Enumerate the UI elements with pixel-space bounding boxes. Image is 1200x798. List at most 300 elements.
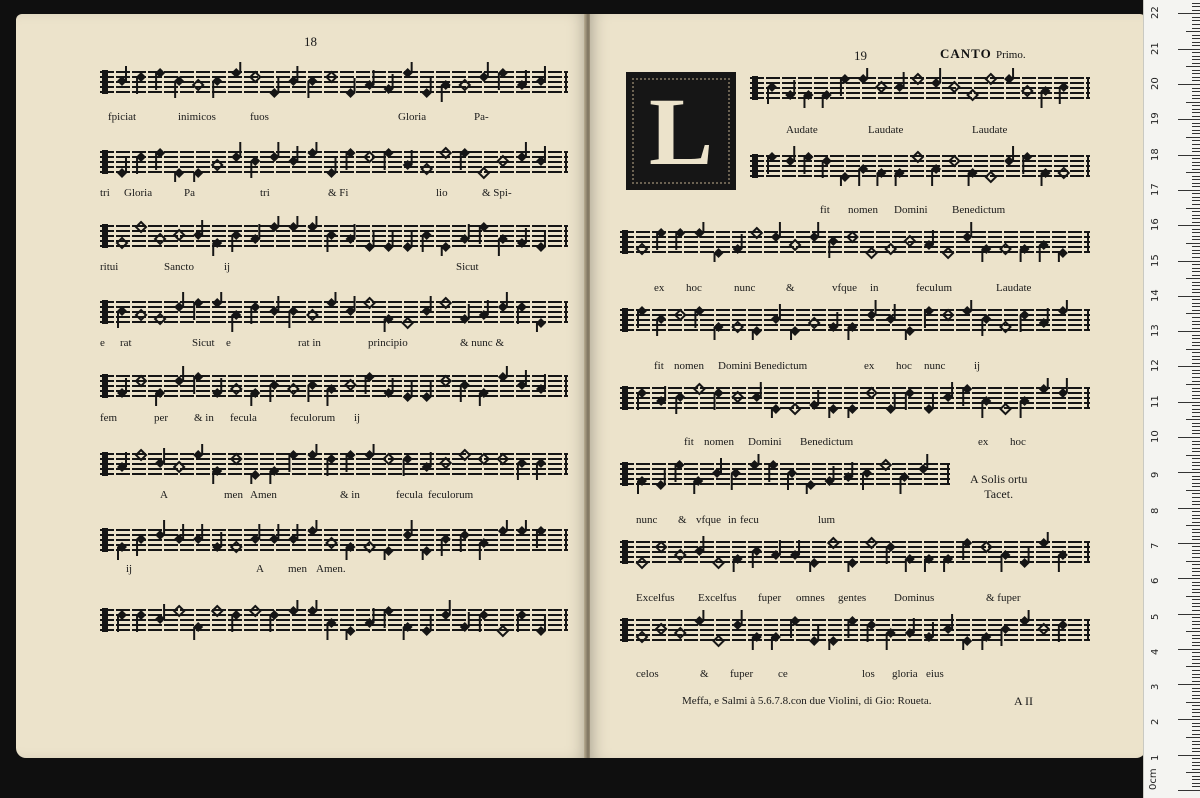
ruler-tick [1192, 395, 1200, 396]
left-lyric-7-1: ij [126, 563, 133, 575]
ruler-tick [1192, 674, 1200, 675]
right-staff-6 [620, 454, 950, 494]
ruler-tick [1192, 568, 1200, 569]
tacet-title: A Solis ortu [970, 472, 1028, 486]
ruler-tick [1186, 102, 1200, 103]
left-lyric-1-5: Pa- [474, 111, 489, 123]
ruler-tick [1192, 250, 1200, 251]
ruler-tick [1192, 412, 1200, 413]
right-lyric-4-3: Domini [718, 360, 752, 372]
right-lyric-1-2: Laudate [868, 124, 904, 136]
right-lyric-7-7: & fuper [986, 592, 1021, 604]
left-lyric-4-7: & nunc & [460, 337, 504, 349]
ruler-tick [1178, 790, 1200, 791]
ruler-tick [1192, 377, 1200, 378]
ruler-tick [1192, 645, 1200, 646]
ruler-tick [1192, 493, 1200, 494]
ruler-tick [1178, 472, 1200, 473]
right-lyric-8-5: los [862, 668, 875, 680]
ruler-tick [1192, 776, 1200, 777]
right-lyric-5-3: Domini [748, 436, 782, 448]
ruler-tick [1178, 190, 1200, 191]
ruler-tick [1192, 575, 1200, 576]
ruler-tick [1192, 197, 1200, 198]
ruler-tick [1192, 169, 1200, 170]
ruler-tick [1192, 786, 1200, 787]
ruler-tick [1192, 239, 1200, 240]
right-lyric-6-4: in [728, 514, 737, 526]
ruler-tick [1192, 63, 1200, 64]
ruler-tick [1192, 246, 1200, 247]
ruler-tick [1192, 17, 1200, 18]
ruler-tick [1186, 737, 1200, 738]
ruler-tick [1192, 539, 1200, 540]
left-lyric-1-2: inimicos [178, 111, 216, 123]
ruler-tick [1192, 426, 1200, 427]
right-lyric-6-5: fecu [740, 514, 759, 526]
ruler-tick [1178, 49, 1200, 50]
ruler-tick [1192, 130, 1200, 131]
ruler-tick [1192, 550, 1200, 551]
right-lyric-4-5: ex [864, 360, 875, 372]
right-staff-4 [620, 300, 1090, 340]
ruler-tick [1192, 335, 1200, 336]
ruler-tick [1192, 222, 1200, 223]
ruler-tick [1192, 264, 1200, 265]
ruler-tick [1192, 712, 1200, 713]
ruler-number-17: 17 [1150, 183, 1161, 196]
right-lyric-5-6: hoc [1010, 436, 1026, 448]
ruler-tick [1192, 398, 1200, 399]
ruler-tick [1192, 158, 1200, 159]
ruler-tick [1192, 268, 1200, 269]
right-staff-7 [620, 532, 1090, 572]
ruler-tick [1192, 148, 1200, 149]
ruler-tick [1192, 282, 1200, 283]
ruler-tick [1192, 91, 1200, 92]
right-lyric-7-1: Excelfus [636, 592, 675, 604]
ruler-tick [1192, 762, 1200, 763]
ruler-tick [1192, 504, 1200, 505]
right-lyric-4-4: Benedictum [754, 360, 808, 372]
left-lyric-4-1: e [100, 337, 105, 349]
ruler-tick [1192, 52, 1200, 53]
ruler-tick [1192, 486, 1200, 487]
ruler-tick [1192, 681, 1200, 682]
ruler-tick [1192, 342, 1200, 343]
ruler-number-22: 22 [1150, 6, 1161, 20]
right-lyric-3-6: in [870, 282, 879, 294]
ruler-tick [1192, 430, 1200, 431]
ruler-tick [1186, 313, 1200, 314]
ruler-number-15: 15 [1150, 253, 1161, 267]
ruler-tick [1186, 208, 1200, 209]
left-lyric-6-5: fecula [396, 489, 423, 501]
ruler-tick [1192, 123, 1200, 124]
ruler-tick [1178, 261, 1200, 262]
ruler-tick [1192, 638, 1200, 639]
ruler-number-19: 19 [1150, 112, 1161, 126]
ruler-tick [1192, 617, 1200, 618]
ruler-tick [1192, 98, 1200, 99]
left-lyric-1-1: fpiciat [108, 111, 137, 123]
ruler-tick [1192, 77, 1200, 78]
ruler-tick [1178, 13, 1200, 14]
ruler-unit-label: 0cm [1148, 768, 1159, 790]
ruler-tick [1192, 359, 1200, 360]
ruler-tick [1192, 603, 1200, 604]
left-lyric-2-6: lio [436, 187, 448, 199]
ruler-tick [1186, 384, 1200, 385]
ruler-tick [1192, 501, 1200, 502]
ruler-tick [1178, 649, 1200, 650]
ruler-tick [1178, 331, 1200, 332]
left-page-number: 18 [304, 34, 317, 49]
left-lyric-7-2: A [256, 563, 264, 575]
ruler-tick [1192, 292, 1200, 293]
ruler-tick [1178, 225, 1200, 226]
ruler-tick [1192, 433, 1200, 434]
right-lyric-3-7: feculum [916, 282, 953, 294]
right-lyric-8-2: & [700, 668, 709, 680]
ruler-tick [1192, 140, 1200, 141]
left-staff-1 [100, 62, 568, 102]
left-lyric-4-5: rat in [298, 337, 321, 349]
ruler-tick [1192, 317, 1200, 318]
left-staff-3 [100, 216, 568, 256]
publication-footer: Meffa, e Salmi à 5.6.7.8.con due Violini, di Gio: Roueta. [682, 695, 932, 707]
ruler-tick [1192, 310, 1200, 311]
right-lyric-2-1: fit [820, 204, 830, 216]
right-lyric-3-8: Laudate [996, 282, 1032, 294]
voice-part-sub: Primo. [995, 49, 1026, 61]
right-staff-2 [750, 146, 1090, 186]
left-lyric-3-1: ritui [100, 261, 119, 273]
ruler-tick [1192, 730, 1200, 731]
ruler-number-6: 6 [1150, 577, 1161, 585]
ruler-tick [1192, 363, 1200, 364]
ruler-tick [1192, 582, 1200, 583]
right-lyric-8-4: ce [778, 668, 788, 680]
ruler-number-10: 10 [1150, 430, 1161, 443]
ruler-tick [1186, 561, 1200, 562]
left-lyric-4-6: principio [368, 337, 408, 349]
ruler-tick [1192, 441, 1200, 442]
ruler-tick [1192, 515, 1200, 516]
ruler-tick [1192, 352, 1200, 353]
ruler-tick [1192, 741, 1200, 742]
ruler-tick [1192, 162, 1200, 163]
ruler-tick [1192, 476, 1200, 477]
ruler-tick [1192, 479, 1200, 480]
left-staff-6 [100, 444, 568, 484]
ruler-number-13: 13 [1150, 324, 1161, 338]
right-staff-3 [620, 222, 1090, 262]
ruler-tick [1192, 338, 1200, 339]
right-lyric-7-5: gentes [838, 592, 867, 604]
left-lyric-2-4: tri [260, 187, 270, 199]
ruler-tick [1192, 532, 1200, 533]
ruler-number-8: 8 [1150, 507, 1161, 514]
left-lyric-3-4: Sicut [456, 261, 479, 273]
ruler-tick [1192, 751, 1200, 752]
ruler-tick [1192, 176, 1200, 177]
tacet-note [970, 472, 1027, 502]
ruler-tick [1192, 716, 1200, 717]
open-book [12, 14, 1142, 774]
ruler-tick [1186, 172, 1200, 173]
ruler-tick [1192, 416, 1200, 417]
ruler-tick [1192, 698, 1200, 699]
ruler-number-7: 7 [1150, 542, 1161, 549]
right-page [590, 14, 1146, 758]
ruler-tick [1192, 45, 1200, 46]
ruler-tick [1178, 755, 1200, 756]
ruler-tick [1192, 289, 1200, 290]
tacet-label: Tacet. [984, 487, 1014, 501]
ruler-tick [1186, 137, 1200, 138]
left-lyric-6-4: & in [340, 489, 360, 501]
left-lyric-2-5: & Fi [328, 187, 349, 199]
right-lyric-7-4: omnes [796, 592, 825, 604]
ruler-tick [1192, 783, 1200, 784]
ruler-tick [1192, 599, 1200, 600]
ruler-tick [1192, 126, 1200, 127]
right-lyric-8-1: celos [636, 668, 659, 680]
ruler-number-4: 4 [1150, 648, 1161, 655]
right-lyric-8-3: fuper [730, 668, 754, 680]
ruler-number-11: 11 [1150, 394, 1161, 408]
ruler-number-14: 14 [1150, 289, 1161, 302]
right-page-number: 19 [854, 48, 867, 63]
ruler-tick [1192, 275, 1200, 276]
left-staff-4 [100, 292, 568, 332]
ruler-tick [1178, 296, 1200, 297]
ruler-tick [1192, 253, 1200, 254]
ruler-tick [1192, 321, 1200, 322]
ruler-tick [1192, 133, 1200, 134]
ruler-tick [1192, 606, 1200, 607]
right-lyric-5-4: Benedictum [800, 436, 854, 448]
ruler-tick [1192, 10, 1200, 11]
ruler-tick [1192, 695, 1200, 696]
right-lyric-7-3: fuper [758, 592, 782, 604]
ruler-tick [1186, 349, 1200, 350]
right-lyric-5-1: fit [684, 436, 694, 448]
ruler-tick [1192, 610, 1200, 611]
ruler-tick [1192, 723, 1200, 724]
ruler-tick [1186, 31, 1200, 32]
ruler-tick [1186, 702, 1200, 703]
right-lyric-1-1: Audate [786, 124, 818, 136]
ruler-tick [1192, 151, 1200, 152]
ruler-tick [1186, 490, 1200, 491]
ruler-tick [1192, 726, 1200, 727]
ruler-tick [1178, 119, 1200, 120]
ruler-tick [1192, 624, 1200, 625]
ruler-number-20: 20 [1150, 77, 1161, 90]
ruler-tick [1192, 109, 1200, 110]
right-lyric-6-6: lum [818, 514, 836, 526]
left-lyric-5-1: fem [100, 412, 118, 424]
ruler-tick [1192, 571, 1200, 572]
left-lyric-5-4: fecula [230, 412, 257, 424]
ruler-tick [1192, 381, 1200, 382]
right-lyric-8-7: eius [926, 668, 944, 680]
ruler-tick [1192, 6, 1200, 7]
ruler-tick [1192, 444, 1200, 445]
ruler-tick [1192, 373, 1200, 374]
ruler-tick [1192, 705, 1200, 706]
right-lyric-6-1: nunc [636, 514, 658, 526]
ruler-tick [1186, 419, 1200, 420]
left-lyric-1-4: Gloria [398, 111, 427, 123]
measurement-ruler [1143, 0, 1200, 798]
ruler-tick [1192, 3, 1200, 4]
ruler-tick [1192, 458, 1200, 459]
left-lyric-4-3: Sicut [192, 337, 215, 349]
ruler-tick [1178, 508, 1200, 509]
ruler-tick [1192, 621, 1200, 622]
right-lyric-5-2: nomen [704, 436, 734, 448]
ruler-tick [1192, 553, 1200, 554]
ruler-tick [1192, 691, 1200, 692]
ruler-tick [1192, 546, 1200, 547]
ruler-tick [1192, 589, 1200, 590]
ruler-tick [1192, 688, 1200, 689]
ruler-number-16: 16 [1150, 218, 1161, 232]
ruler-number-3: 3 [1150, 683, 1161, 691]
ruler-tick [1178, 84, 1200, 85]
ruler-tick [1192, 183, 1200, 184]
right-lyric-2-2: nomen [848, 204, 878, 216]
left-lyric-2-2: Gloria [124, 187, 153, 199]
ruler-tick [1192, 779, 1200, 780]
left-lyric-2-1: tri [100, 187, 110, 199]
ruler-tick [1192, 497, 1200, 498]
ruler-tick [1192, 56, 1200, 57]
left-lyric-6-1: A [160, 489, 168, 501]
voice-part-title: CANTO [940, 46, 992, 61]
ruler-tick [1192, 451, 1200, 452]
ruler-number-12: 12 [1150, 359, 1161, 373]
ruler-number-21: 21 [1150, 41, 1161, 55]
ruler-tick [1192, 204, 1200, 205]
right-lyric-2-3: Domini [894, 204, 928, 216]
right-lyric-4-8: ij [974, 360, 981, 372]
ruler-tick [1192, 24, 1200, 25]
ruler-number-18: 18 [1150, 147, 1161, 161]
ruler-tick [1192, 628, 1200, 629]
ruler-tick [1192, 211, 1200, 212]
ruler-tick [1186, 631, 1200, 632]
ruler-tick [1192, 116, 1200, 117]
ruler-tick [1192, 405, 1200, 406]
right-lyric-3-5: vfque [832, 282, 858, 294]
ruler-tick [1178, 366, 1200, 367]
ruler-tick [1178, 543, 1200, 544]
ruler-tick [1192, 324, 1200, 325]
ruler-tick [1192, 218, 1200, 219]
decorated-initial: L [626, 72, 736, 190]
right-lyric-3-2: hoc [686, 282, 702, 294]
ruler-tick [1178, 155, 1200, 156]
right-lyric-2-4: Benedictum [952, 204, 1006, 216]
ruler-tick [1192, 518, 1200, 519]
ruler-tick [1192, 257, 1200, 258]
left-lyric-7-3: men [288, 563, 307, 575]
ruler-tick [1192, 522, 1200, 523]
ruler-tick [1192, 42, 1200, 43]
right-lyric-3-1: ex [654, 282, 665, 294]
ruler-tick [1192, 585, 1200, 586]
ruler-tick [1192, 112, 1200, 113]
ruler-tick [1192, 652, 1200, 653]
right-lyric-8-6: gloria [892, 668, 918, 680]
ruler-tick [1192, 564, 1200, 565]
ruler-tick [1192, 462, 1200, 463]
right-lyric-7-6: Dominus [894, 592, 935, 604]
left-lyric-2-7: & Spi- [482, 187, 512, 199]
ruler-tick [1192, 356, 1200, 357]
ruler-tick [1192, 35, 1200, 36]
ruler-tick [1186, 455, 1200, 456]
ruler-tick [1192, 656, 1200, 657]
left-lyric-6-3: Amen [250, 489, 277, 501]
ruler-number-9: 9 [1150, 471, 1161, 479]
ruler-tick [1178, 437, 1200, 438]
ruler-tick [1192, 105, 1200, 106]
ruler-tick [1192, 370, 1200, 371]
ruler-tick [1192, 469, 1200, 470]
left-lyric-7-4: Amen. [316, 563, 346, 575]
ruler-number-1: 1 [1150, 754, 1161, 761]
ruler-tick [1192, 328, 1200, 329]
ruler-tick [1192, 193, 1200, 194]
ruler-tick [1192, 391, 1200, 392]
ruler-tick [1186, 278, 1200, 279]
ruler-tick [1192, 215, 1200, 216]
ruler-tick [1192, 232, 1200, 233]
left-lyric-6-2: men [224, 489, 243, 501]
right-lyric-3-4: & [786, 282, 795, 294]
left-staff-8 [100, 600, 568, 640]
left-lyric-4-4: e [226, 337, 231, 349]
ruler-tick [1192, 306, 1200, 307]
ruler-tick [1192, 179, 1200, 180]
ruler-tick [1192, 483, 1200, 484]
ruler-tick [1192, 592, 1200, 593]
ruler-tick [1192, 670, 1200, 671]
ruler-tick [1192, 659, 1200, 660]
left-lyric-1-3: fuos [250, 111, 269, 123]
ruler-tick [1192, 144, 1200, 145]
ruler-tick [1192, 73, 1200, 74]
ruler-tick [1192, 765, 1200, 766]
right-lyric-4-1: fit [654, 360, 664, 372]
ruler-tick [1186, 666, 1200, 667]
ruler-tick [1192, 70, 1200, 71]
ruler-tick [1192, 186, 1200, 187]
right-lyric-7-2: Excelfus [698, 592, 737, 604]
ruler-tick [1178, 402, 1200, 403]
voice-part-header [940, 46, 1026, 62]
ruler-tick [1178, 719, 1200, 720]
ruler-tick [1192, 20, 1200, 21]
ruler-tick [1192, 642, 1200, 643]
right-lyric-6-2: & [678, 514, 687, 526]
ruler-tick [1186, 772, 1200, 773]
